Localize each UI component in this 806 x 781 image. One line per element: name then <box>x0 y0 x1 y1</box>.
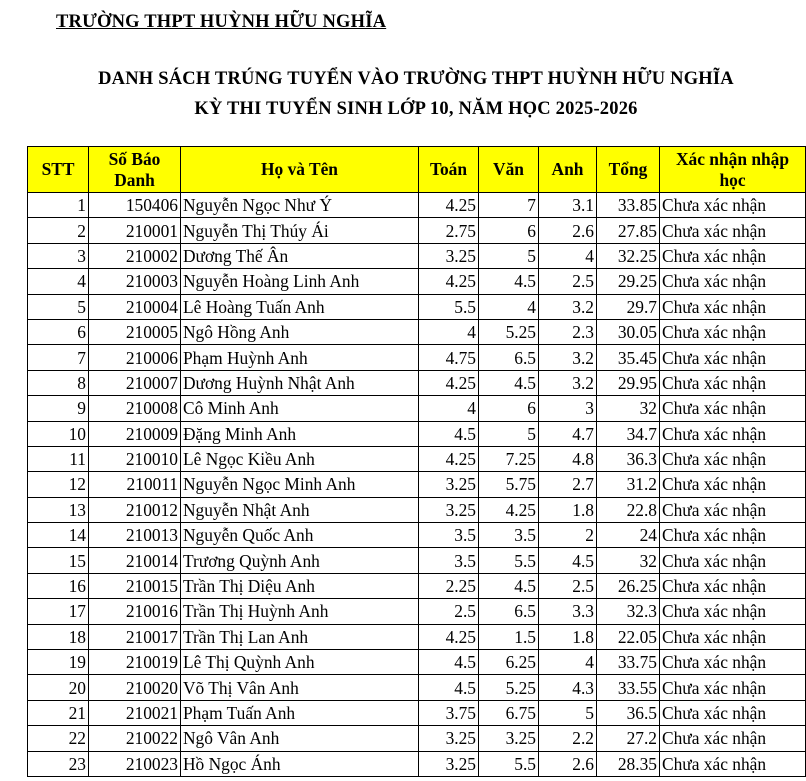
table-row <box>28 370 806 395</box>
cell-english: 3 <box>539 396 597 421</box>
cell-literature: 7 <box>479 193 539 218</box>
cell-english: 4.5 <box>539 548 597 573</box>
cell-name: Võ Thị Vân Anh <box>181 675 419 700</box>
table-row <box>28 421 806 446</box>
cell-literature: 5.25 <box>479 319 539 344</box>
table-row <box>28 446 806 471</box>
col-header-english: Anh <box>539 147 597 193</box>
cell-total: 32.3 <box>597 599 660 624</box>
cell-english: 4.8 <box>539 446 597 471</box>
cell-literature: 6.75 <box>479 700 539 725</box>
cell-total: 32 <box>597 396 660 421</box>
cell-math: 4.5 <box>419 650 479 675</box>
cell-total: 36.3 <box>597 446 660 471</box>
cell-stt: 12 <box>28 472 89 497</box>
cell-total: 24 <box>597 523 660 548</box>
table-row <box>28 548 806 573</box>
cell-sbd: 210022 <box>89 726 181 751</box>
col-header-literature: Văn <box>479 147 539 193</box>
cell-total: 29.95 <box>597 370 660 395</box>
cell-sbd: 210004 <box>89 294 181 319</box>
cell-sbd: 210013 <box>89 523 181 548</box>
exam-title: KỲ THI TUYỂN SINH LỚP 10, NĂM HỌC 2025-2026 <box>194 99 638 119</box>
table-row <box>28 726 806 751</box>
cell-stt: 8 <box>28 370 89 395</box>
school-name: TRƯỜNG THPT HUỲNH HỮU NGHĨA <box>56 12 387 32</box>
cell-name: Trần Thị Lan Anh <box>181 624 419 649</box>
col-header-sbd: Số Báo Danh <box>89 147 181 193</box>
cell-confirm-status: Chưa xác nhận <box>660 446 806 471</box>
cell-sbd: 210020 <box>89 675 181 700</box>
table-row <box>28 675 806 700</box>
cell-math: 3.5 <box>419 548 479 573</box>
cell-literature: 4.5 <box>479 269 539 294</box>
col-header-confirm: Xác nhận nhập học <box>660 147 806 193</box>
cell-literature: 6 <box>479 396 539 421</box>
table-header-row <box>28 147 806 193</box>
cell-name: Phạm Tuấn Anh <box>181 700 419 725</box>
table-row <box>28 294 806 319</box>
cell-name: Hồ Ngọc Ánh <box>181 751 419 776</box>
cell-math: 3.75 <box>419 700 479 725</box>
cell-stt: 13 <box>28 497 89 522</box>
cell-math: 5.5 <box>419 294 479 319</box>
cell-stt: 5 <box>28 294 89 319</box>
table-row <box>28 472 806 497</box>
cell-literature: 4.5 <box>479 370 539 395</box>
cell-stt: 11 <box>28 446 89 471</box>
cell-literature: 4.25 <box>479 497 539 522</box>
cell-confirm-status: Chưa xác nhận <box>660 700 806 725</box>
cell-stt: 19 <box>28 650 89 675</box>
cell-math: 3.25 <box>419 472 479 497</box>
cell-total: 22.05 <box>597 624 660 649</box>
cell-literature: 6.25 <box>479 650 539 675</box>
cell-stt: 18 <box>28 624 89 649</box>
cell-english: 2.3 <box>539 319 597 344</box>
cell-math: 3.25 <box>419 726 479 751</box>
col-header-stt: STT <box>28 147 89 193</box>
cell-confirm-status: Chưa xác nhận <box>660 650 806 675</box>
cell-name: Trần Thị Huỳnh Anh <box>181 599 419 624</box>
col-header-name: Họ và Tên <box>181 147 419 193</box>
cell-stt: 10 <box>28 421 89 446</box>
cell-english: 4.3 <box>539 675 597 700</box>
cell-english: 3.2 <box>539 345 597 370</box>
cell-english: 4.7 <box>539 421 597 446</box>
col-header-math: Toán <box>419 147 479 193</box>
cell-total: 33.55 <box>597 675 660 700</box>
cell-sbd: 150406 <box>89 193 181 218</box>
cell-math: 2.75 <box>419 218 479 243</box>
cell-name: Lê Thị Quỳnh Anh <box>181 650 419 675</box>
table-row <box>28 319 806 344</box>
cell-literature: 5.5 <box>479 751 539 776</box>
cell-stt: 15 <box>28 548 89 573</box>
table-row <box>28 345 806 370</box>
cell-stt: 17 <box>28 599 89 624</box>
cell-sbd: 210021 <box>89 700 181 725</box>
cell-name: Trần Thị Diệu Anh <box>181 573 419 598</box>
cell-math: 4.25 <box>419 624 479 649</box>
cell-stt: 2 <box>28 218 89 243</box>
cell-english: 4 <box>539 243 597 268</box>
cell-confirm-status: Chưa xác nhận <box>660 193 806 218</box>
cell-english: 3.2 <box>539 294 597 319</box>
cell-stt: 4 <box>28 269 89 294</box>
cell-stt: 6 <box>28 319 89 344</box>
cell-sbd: 210017 <box>89 624 181 649</box>
cell-name: Ngô Hồng Anh <box>181 319 419 344</box>
cell-stt: 3 <box>28 243 89 268</box>
cell-sbd: 210023 <box>89 751 181 776</box>
cell-math: 4 <box>419 319 479 344</box>
cell-name: Phạm Huỳnh Anh <box>181 345 419 370</box>
table-row <box>28 218 806 243</box>
cell-math: 4.5 <box>419 675 479 700</box>
list-title: DANH SÁCH TRÚNG TUYỂN VÀO TRƯỜNG THPT HUỲNH HỮU NGHĨA <box>98 69 734 89</box>
cell-total: 32.25 <box>597 243 660 268</box>
table-row <box>28 269 806 294</box>
cell-sbd: 210009 <box>89 421 181 446</box>
cell-stt: 7 <box>28 345 89 370</box>
cell-math: 4.25 <box>419 370 479 395</box>
cell-confirm-status: Chưa xác nhận <box>660 624 806 649</box>
cell-confirm-status: Chưa xác nhận <box>660 548 806 573</box>
cell-english: 3.1 <box>539 193 597 218</box>
cell-math: 2.25 <box>419 573 479 598</box>
cell-math: 4.25 <box>419 269 479 294</box>
cell-english: 2.6 <box>539 218 597 243</box>
cell-english: 5 <box>539 700 597 725</box>
cell-sbd: 210010 <box>89 446 181 471</box>
cell-total: 35.45 <box>597 345 660 370</box>
cell-confirm-status: Chưa xác nhận <box>660 497 806 522</box>
cell-total: 30.05 <box>597 319 660 344</box>
cell-name: Ngô Vân Anh <box>181 726 419 751</box>
cell-english: 2.2 <box>539 726 597 751</box>
table-row <box>28 396 806 421</box>
cell-total: 36.5 <box>597 700 660 725</box>
cell-literature: 5 <box>479 243 539 268</box>
table-row <box>28 243 806 268</box>
cell-confirm-status: Chưa xác nhận <box>660 243 806 268</box>
cell-math: 4.5 <box>419 421 479 446</box>
cell-confirm-status: Chưa xác nhận <box>660 421 806 446</box>
cell-confirm-status: Chưa xác nhận <box>660 726 806 751</box>
cell-math: 3.25 <box>419 751 479 776</box>
cell-sbd: 210011 <box>89 472 181 497</box>
cell-stt: 20 <box>28 675 89 700</box>
cell-literature: 6.5 <box>479 345 539 370</box>
cell-literature: 4 <box>479 294 539 319</box>
table-row <box>28 650 806 675</box>
cell-literature: 4.5 <box>479 573 539 598</box>
cell-literature: 7.25 <box>479 446 539 471</box>
cell-name: Dương Thế Ân <box>181 243 419 268</box>
cell-total: 32 <box>597 548 660 573</box>
cell-english: 2.5 <box>539 269 597 294</box>
cell-sbd: 210014 <box>89 548 181 573</box>
cell-math: 3.25 <box>419 243 479 268</box>
cell-stt: 22 <box>28 726 89 751</box>
cell-total: 34.7 <box>597 421 660 446</box>
cell-name: Nguyễn Hoàng Linh Anh <box>181 269 419 294</box>
cell-total: 33.85 <box>597 193 660 218</box>
cell-sbd: 210003 <box>89 269 181 294</box>
cell-math: 4.25 <box>419 446 479 471</box>
cell-name: Nguyễn Ngọc Minh Anh <box>181 472 419 497</box>
cell-english: 2.7 <box>539 472 597 497</box>
cell-sbd: 210002 <box>89 243 181 268</box>
cell-name: Nguyễn Nhật Anh <box>181 497 419 522</box>
cell-name: Đặng Minh Anh <box>181 421 419 446</box>
cell-stt: 14 <box>28 523 89 548</box>
cell-total: 29.7 <box>597 294 660 319</box>
cell-name: Nguyễn Thị Thúy Ái <box>181 218 419 243</box>
table-row <box>28 523 806 548</box>
cell-english: 2.5 <box>539 573 597 598</box>
cell-sbd: 210001 <box>89 218 181 243</box>
cell-name: Nguyễn Quốc Anh <box>181 523 419 548</box>
cell-total: 27.85 <box>597 218 660 243</box>
cell-sbd: 210015 <box>89 573 181 598</box>
cell-name: Lê Hoàng Tuấn Anh <box>181 294 419 319</box>
cell-confirm-status: Chưa xác nhận <box>660 472 806 497</box>
cell-literature: 3.25 <box>479 726 539 751</box>
table-row <box>28 497 806 522</box>
cell-literature: 5.75 <box>479 472 539 497</box>
cell-literature: 5 <box>479 421 539 446</box>
table-row <box>28 624 806 649</box>
cell-english: 1.8 <box>539 624 597 649</box>
cell-total: 31.2 <box>597 472 660 497</box>
cell-math: 4.75 <box>419 345 479 370</box>
admission-table <box>27 146 806 777</box>
cell-math: 4 <box>419 396 479 421</box>
cell-confirm-status: Chưa xác nhận <box>660 269 806 294</box>
col-header-total: Tổng <box>597 147 660 193</box>
cell-total: 29.25 <box>597 269 660 294</box>
cell-confirm-status: Chưa xác nhận <box>660 751 806 776</box>
cell-name: Lê Ngọc Kiều Anh <box>181 446 419 471</box>
cell-sbd: 210007 <box>89 370 181 395</box>
cell-math: 3.25 <box>419 497 479 522</box>
cell-confirm-status: Chưa xác nhận <box>660 675 806 700</box>
cell-stt: 16 <box>28 573 89 598</box>
cell-english: 2 <box>539 523 597 548</box>
table-row <box>28 599 806 624</box>
cell-stt: 1 <box>28 193 89 218</box>
cell-total: 22.8 <box>597 497 660 522</box>
cell-stt: 23 <box>28 751 89 776</box>
cell-literature: 3.5 <box>479 523 539 548</box>
cell-literature: 5.25 <box>479 675 539 700</box>
cell-english: 3.3 <box>539 599 597 624</box>
cell-confirm-status: Chưa xác nhận <box>660 218 806 243</box>
cell-sbd: 210008 <box>89 396 181 421</box>
cell-math: 3.5 <box>419 523 479 548</box>
cell-sbd: 210005 <box>89 319 181 344</box>
cell-english: 3.2 <box>539 370 597 395</box>
cell-confirm-status: Chưa xác nhận <box>660 396 806 421</box>
cell-confirm-status: Chưa xác nhận <box>660 523 806 548</box>
cell-confirm-status: Chưa xác nhận <box>660 370 806 395</box>
cell-confirm-status: Chưa xác nhận <box>660 573 806 598</box>
cell-name: Nguyễn Ngọc Như Ý <box>181 193 419 218</box>
cell-stt: 21 <box>28 700 89 725</box>
cell-math: 4.25 <box>419 193 479 218</box>
cell-confirm-status: Chưa xác nhận <box>660 319 806 344</box>
cell-sbd: 210016 <box>89 599 181 624</box>
cell-english: 4 <box>539 650 597 675</box>
cell-literature: 1.5 <box>479 624 539 649</box>
table-body <box>28 193 806 777</box>
cell-literature: 5.5 <box>479 548 539 573</box>
cell-total: 33.75 <box>597 650 660 675</box>
table-row <box>28 193 806 218</box>
cell-total: 28.35 <box>597 751 660 776</box>
cell-confirm-status: Chưa xác nhận <box>660 294 806 319</box>
cell-confirm-status: Chưa xác nhận <box>660 345 806 370</box>
table-row <box>28 751 806 776</box>
cell-total: 26.25 <box>597 573 660 598</box>
cell-sbd: 210019 <box>89 650 181 675</box>
cell-stt: 9 <box>28 396 89 421</box>
cell-literature: 6.5 <box>479 599 539 624</box>
cell-english: 1.8 <box>539 497 597 522</box>
cell-total: 27.2 <box>597 726 660 751</box>
cell-sbd: 210006 <box>89 345 181 370</box>
table-row <box>28 573 806 598</box>
cell-name: Trương Quỳnh Anh <box>181 548 419 573</box>
cell-english: 2.6 <box>539 751 597 776</box>
table-row <box>28 700 806 725</box>
cell-sbd: 210012 <box>89 497 181 522</box>
cell-math: 2.5 <box>419 599 479 624</box>
cell-name: Cô Minh Anh <box>181 396 419 421</box>
cell-literature: 6 <box>479 218 539 243</box>
cell-confirm-status: Chưa xác nhận <box>660 599 806 624</box>
cell-name: Dương Huỳnh Nhật Anh <box>181 370 419 395</box>
